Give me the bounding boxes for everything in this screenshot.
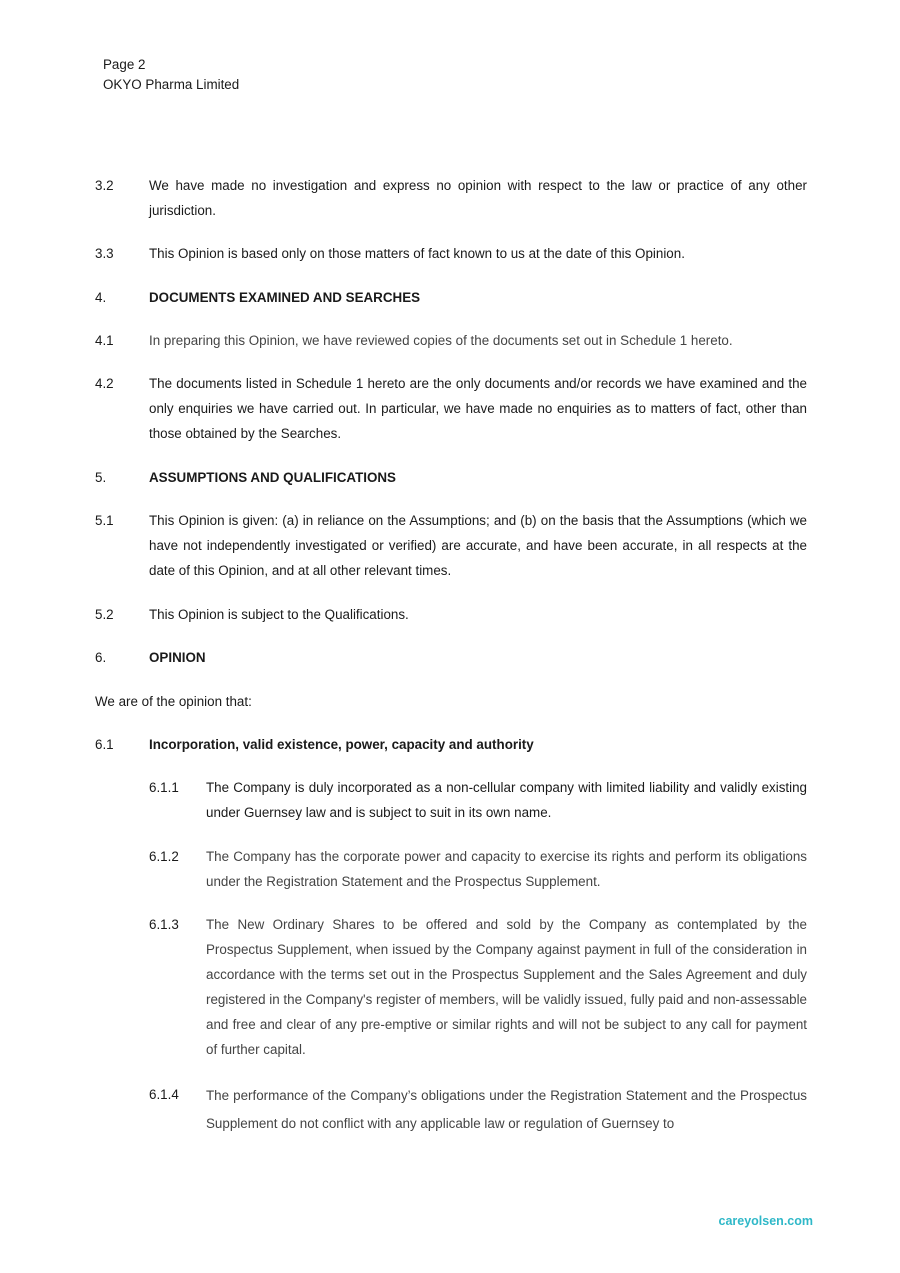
clause-title: Incorporation, valid existence, power, capacity and authority [149, 737, 534, 752]
footer-brand: careyolsen.com [718, 1214, 813, 1228]
clause-number: 6.1.4 [149, 1087, 179, 1102]
clause-3-2 [95, 173, 807, 223]
opinion-intro: We are of the opinion that: [95, 694, 252, 709]
section-number: 6. [95, 650, 107, 665]
clause-number: 6.1.1 [149, 780, 179, 795]
clause-text: This Opinion is subject to the Qualifications. [149, 607, 409, 622]
clause-3-3 [95, 241, 807, 266]
section-title: OPINION [149, 650, 206, 665]
clause-number: 3.2 [95, 178, 114, 193]
clause-number: 6.1 [95, 737, 114, 752]
section-number: 5. [95, 470, 107, 485]
clause-number: 4.2 [95, 376, 114, 391]
clause-5-1 [95, 508, 807, 583]
clause-text: The Company is duly incorporated as a non-cellular company with limited liability and validly existing under Guernsey law and is subject to suit in its own name. [206, 780, 807, 820]
clause-number: 3.3 [95, 246, 114, 261]
clause-text: The New Ordinary Shares to be offered and sold by the Company as contemplated by the Prospectus Supplement, when issued by the Company against payment in full of the consideration in accordance with the terms set out in the Prospectus Supplement and the Sales Agreement and duly registered in the Company's register of members, will be validly issued, fully paid and non-assessable and free and clear of any pre-emptive or similar rights and will not be subject to any call for payment of further capital. [206, 917, 807, 1057]
section-4-heading [95, 285, 807, 310]
clause-text: This Opinion is given: (a) in reliance on the Assumptions; and (b) on the basis that the Assumptions (which we have not independently investigated or verified) are accurate, and have been accurate, in all respects at the date of this Opinion, and at all other relevant times. [149, 513, 807, 578]
clause-text: In preparing this Opinion, we have reviewed copies of the documents set out in Schedule 1 hereto. [149, 333, 733, 348]
page-header [103, 55, 239, 95]
clause-number: 6.1.2 [149, 849, 179, 864]
page-number: Page 2 [103, 57, 146, 72]
clause-number: 5.2 [95, 607, 114, 622]
section-6-heading [95, 645, 807, 670]
clause-text: The Company has the corporate power and capacity to exercise its rights and perform its obligations under the Registration Statement and the Prospectus Supplement. [206, 849, 807, 889]
section-title: DOCUMENTS EXAMINED AND SEARCHES [149, 290, 421, 305]
section-title: ASSUMPTIONS AND QUALIFICATIONS [149, 470, 396, 485]
section-number: 4. [95, 290, 107, 305]
clause-6-1-1 [149, 775, 807, 825]
clause-5-2 [95, 602, 807, 627]
clause-text: This Opinion is based only on those matters of fact known to us at the date of this Opinion. [149, 246, 685, 261]
clause-text: We have made no investigation and express no opinion with respect to the law or practice of any other jurisdiction. [149, 178, 807, 218]
clause-6-1-4 [149, 1082, 807, 1138]
section-5-heading [95, 465, 807, 490]
clause-6-1-3 [149, 912, 807, 1062]
clause-number: 4.1 [95, 333, 114, 348]
clause-6-1-heading [95, 732, 807, 757]
company-name: OKYO Pharma Limited [103, 77, 240, 92]
clause-text: The performance of the Company’s obligations under the Registration Statement and the Prospectus Supplement do not conflict with any applicable law or regulation of Guernsey to [206, 1088, 807, 1131]
clause-4-2 [95, 371, 807, 446]
clause-number: 5.1 [95, 513, 114, 528]
clause-4-1 [95, 328, 807, 353]
clause-number: 6.1.3 [149, 917, 179, 932]
clause-text: The documents listed in Schedule 1 hereto are the only documents and/or records we have examined and the only enquiries we have carried out. In particular, we have made no enquiries as to matters of fact, other than those obtained by the Searches. [149, 376, 807, 441]
clause-6-1-2 [149, 844, 807, 894]
